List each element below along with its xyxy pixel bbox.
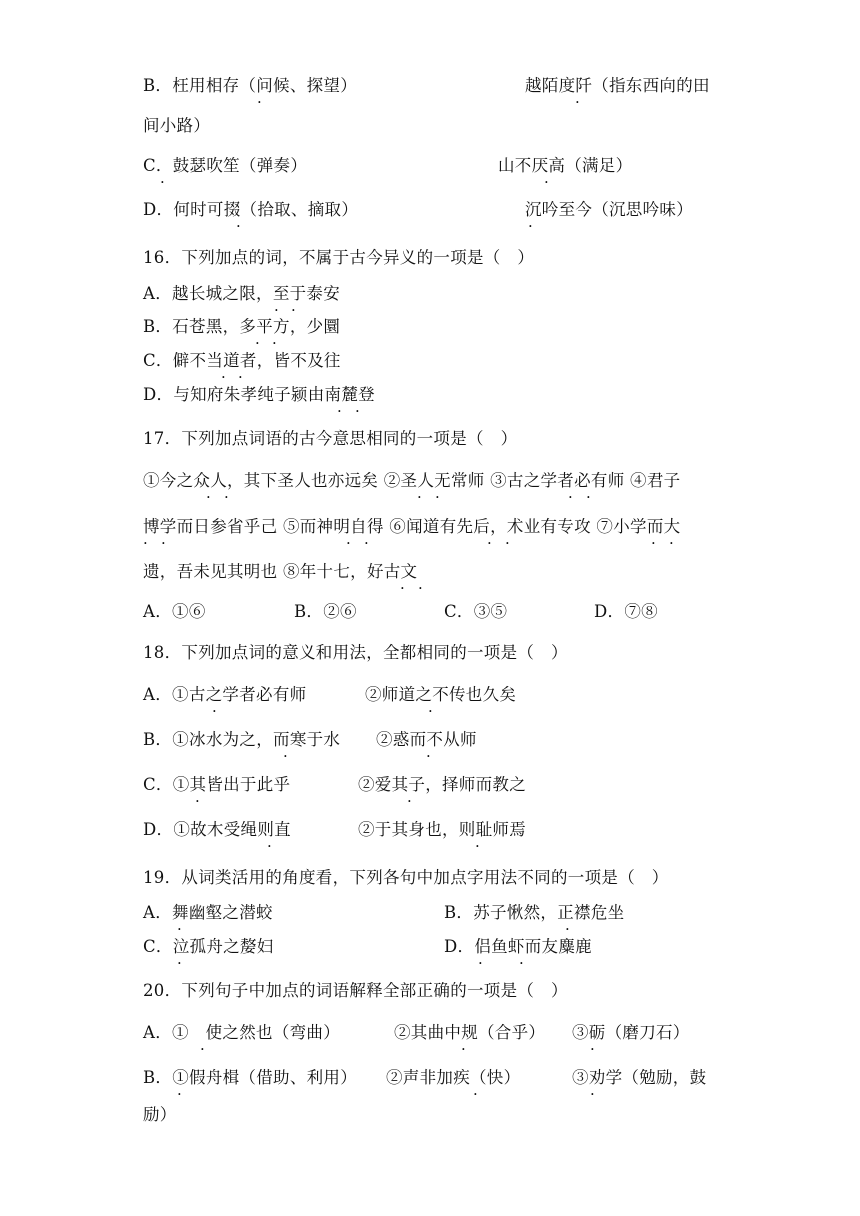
emphasis-dot: · [590, 1040, 595, 1058]
emphasis-dot: · [519, 954, 524, 972]
emphasis-dot: · [428, 702, 433, 720]
q16-option-d: D．与知府朱孝纯子颍由南麓登 [143, 385, 375, 404]
q17-option-c: C．③⑤ [444, 602, 508, 621]
q19-option-b: B．苏子愀然，正襟危坐 [444, 903, 625, 922]
q20-option-b-2: ②声非加疾（快） [386, 1068, 521, 1087]
q20-option-a-2: ②其曲中规（合乎） [394, 1023, 546, 1042]
emphasis-dot: · [417, 488, 422, 506]
q15-option-c-left: C．鼓瑟吹笙（弹奏） [143, 156, 308, 175]
emphasis-dot: · [236, 217, 241, 235]
emphasis-dot: · [177, 954, 182, 972]
q18-stem: 18．下列加点词的意义和用法，全都相同的一项是（ ） [143, 643, 568, 662]
emphasis-dot: · [590, 1085, 595, 1103]
emphasis-dot: · [257, 93, 262, 111]
emphasis-dot: · [461, 1040, 466, 1058]
q15-option-c-right: 山不厌高（满足） [498, 156, 633, 175]
emphasis-dot: · [255, 334, 260, 352]
emphasis-dot: · [544, 173, 549, 191]
q19-stem: 19．从词类活用的角度看，下列各句中加点字用法不同的一项是（ ） [143, 868, 669, 887]
q17-text-line-1: ①今之众人，其下圣人也亦远矣 ②圣人无常师 ③古之学者必有师 ④君子 [143, 471, 681, 490]
emphasis-dot: · [478, 954, 483, 972]
emphasis-dot: · [200, 1040, 205, 1058]
q16-stem: 16．下列加点的词，不属于古今异义的一项是（ ） [143, 248, 535, 267]
q18-option-b-1: B．①冰水为之，而寒于水 [143, 730, 341, 749]
q17-text-line-2: 博学而日参省乎己 ⑤而神明自得 ⑥闻道有先后，术业有专攻 ⑦小学而大 [143, 517, 681, 536]
q16-option-b: B．石苍黑，多平方，少圜 [143, 317, 341, 336]
emphasis-dot: · [435, 488, 440, 506]
q20-option-a-1: A．① 使之然也（弯曲） [143, 1023, 341, 1042]
emphasis-dot: · [528, 217, 533, 235]
emphasis-dot: · [161, 534, 166, 552]
emphasis-dot: · [669, 534, 674, 552]
emphasis-dot: · [505, 534, 510, 552]
emphasis-dot: · [206, 488, 211, 506]
emphasis-dot: · [337, 402, 342, 420]
emphasis-dot: · [418, 579, 423, 597]
q17-text-line-3: 遗，吾未见其明也 ⑧年十七，好古文 [143, 562, 418, 581]
emphasis-dot: · [212, 702, 217, 720]
q20-option-b-continuation: 励） [143, 1105, 177, 1124]
q19-option-d: D．侣鱼虾而友麋鹿 [444, 937, 592, 956]
emphasis-dot: · [407, 792, 412, 810]
q16-option-c: C．僻不当道者，皆不及往 [143, 351, 341, 370]
emphasis-dot: · [272, 334, 277, 352]
emphasis-dot: · [177, 920, 182, 938]
q20-option-b-3: ③劝学（勉励，鼓 [572, 1068, 707, 1087]
emphasis-dot: · [426, 747, 431, 765]
emphasis-dot: · [283, 747, 288, 765]
emphasis-dot: · [475, 837, 480, 855]
emphasis-dot: · [355, 402, 360, 420]
q18-option-a-1: A．①古之学者必有师 [143, 685, 307, 704]
q18-option-c-2: ②爱其子，择师而教之 [358, 775, 526, 794]
q15-option-d-left: D．何时可掇（拾取、摘取） [143, 200, 359, 219]
q18-option-d-2: ②于其身也，则耻师焉 [358, 820, 526, 839]
emphasis-dot: · [364, 534, 369, 552]
q19-option-c: C．泣孤舟之嫠妇 [143, 937, 274, 956]
q15-option-b-continuation: 间小路） [143, 116, 211, 135]
q15-option-b-left: B．枉用相存（问候、探望） [143, 76, 358, 95]
q18-option-d-1: D．①故木受绳则直 [143, 820, 291, 839]
q18-option-b-2: ②惑而不从师 [376, 730, 477, 749]
emphasis-dot: · [400, 579, 405, 597]
emphasis-dot: · [143, 534, 148, 552]
emphasis-dot: · [651, 534, 656, 552]
emphasis-dot: · [267, 837, 272, 855]
emphasis-dot: · [568, 488, 573, 506]
q20-stem: 20．下列句子中加点的词语解释全部正确的一项是（ ） [143, 981, 568, 1000]
q15-option-d-right: 沉吟至今（沉思吟味） [525, 200, 693, 219]
q16-option-a: A．越长城之限，至于泰安 [143, 284, 341, 303]
emphasis-dot: · [177, 1085, 182, 1103]
emphasis-dot: · [238, 368, 243, 386]
emphasis-dot: · [565, 920, 570, 938]
emphasis-dot: · [221, 368, 226, 386]
emphasis-dot: · [224, 488, 229, 506]
q20-option-b-1: B．①假舟楫（借助、利用） [143, 1068, 358, 1087]
emphasis-dot: · [487, 534, 492, 552]
emphasis-dot: · [575, 93, 580, 111]
emphasis-dot: · [291, 301, 296, 319]
q19-option-a: A．舞幽壑之潜蛟 [143, 903, 273, 922]
emphasis-dot: · [473, 1085, 478, 1103]
emphasis-dot: · [586, 488, 591, 506]
q17-option-d: D．⑦⑧ [594, 602, 658, 621]
q17-option-b: B．②⑥ [294, 602, 357, 621]
q18-option-c-1: C．①其皆出于此乎 [143, 775, 291, 794]
emphasis-dot: · [160, 173, 165, 191]
q15-option-b-right: 越陌度阡（指东西向的田 [525, 76, 710, 95]
emphasis-dot: · [346, 534, 351, 552]
q18-option-a-2: ②师道之不传也久矣 [365, 685, 517, 704]
emphasis-dot: · [195, 792, 200, 810]
q20-option-a-3: ③砺（磨刀石） [572, 1023, 690, 1042]
q17-option-a: A．①⑥ [143, 602, 206, 621]
emphasis-dot: · [274, 301, 279, 319]
q17-stem: 17．下列加点词语的古今意思相同的一项是（ ） [143, 429, 518, 448]
